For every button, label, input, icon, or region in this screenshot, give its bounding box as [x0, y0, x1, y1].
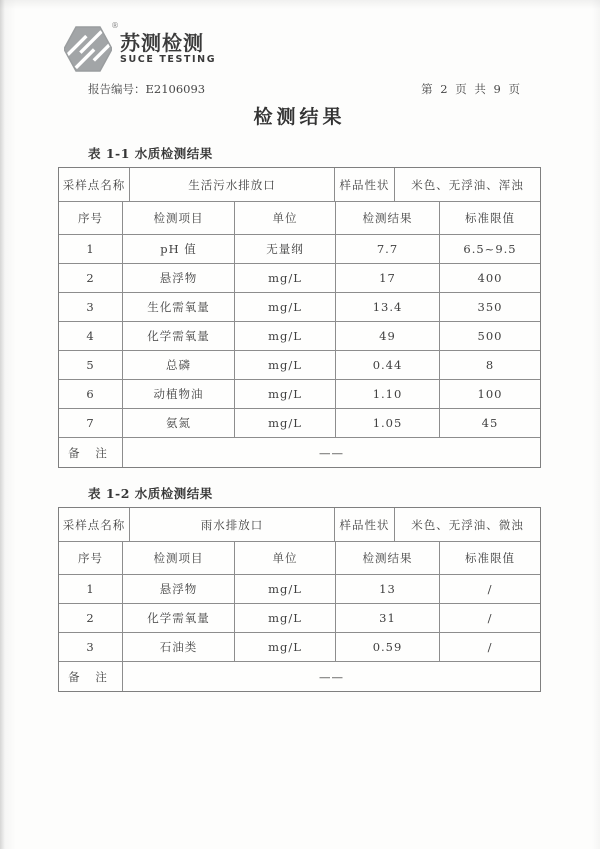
table-cell: 悬浮物	[122, 264, 234, 292]
table-cell: 1	[86, 582, 95, 596]
table-row	[59, 632, 540, 661]
column-header: 序号	[78, 551, 103, 565]
table-cell: 动植物油	[122, 380, 234, 408]
table-cell: mg/L	[234, 409, 335, 437]
table-cell: 悬浮物	[122, 575, 234, 603]
table-cell: 3	[86, 300, 95, 314]
table-cell: 4	[86, 329, 95, 343]
table-cell: 7	[86, 416, 95, 430]
report-number	[88, 81, 205, 97]
table-cell: mg/L	[234, 575, 335, 603]
report-header	[64, 21, 540, 97]
table-row	[59, 263, 540, 292]
table-cell: 1.10	[335, 380, 439, 408]
table-cell: mg/L	[234, 633, 335, 661]
table-cell: 7.7	[335, 235, 439, 263]
table-cell: 500	[439, 322, 540, 350]
table-row	[59, 603, 540, 632]
remark-value: ——	[122, 662, 540, 691]
column-header: 序号	[78, 211, 103, 225]
table-cell: mg/L	[234, 322, 335, 350]
remark-row	[59, 437, 540, 467]
table-cell: 350	[439, 293, 540, 321]
table-cell: mg/L	[234, 380, 335, 408]
table-cell: 生化需氧量	[122, 293, 234, 321]
table-cell: /	[439, 575, 540, 603]
table-cell: 1.05	[335, 409, 439, 437]
logo-name-en: SUCE TESTING	[120, 54, 217, 65]
table-cell: 2	[86, 271, 95, 285]
table-cell: 13	[335, 575, 439, 603]
table-cell: 3	[86, 640, 95, 654]
column-header: 检测结果	[335, 202, 439, 234]
results-table-1	[58, 167, 541, 468]
table-row	[59, 168, 540, 201]
table-cell: 400	[439, 264, 540, 292]
table-row	[59, 408, 540, 437]
column-header: 检测结果	[335, 542, 439, 574]
table-cell: mg/L	[234, 264, 335, 292]
table-row	[59, 321, 540, 350]
suce-logo-icon	[64, 21, 119, 72]
column-header: 标准限值	[439, 202, 540, 234]
table-row	[59, 574, 540, 603]
report-number-label: 报告编号：	[88, 82, 146, 96]
table-header-row	[59, 201, 540, 234]
report-body	[58, 102, 541, 692]
logo-text	[120, 32, 216, 65]
table-cell: 5	[86, 358, 95, 372]
table-cell: /	[439, 633, 540, 661]
table-row	[59, 234, 540, 263]
sample-site-value: 生活污水排放口	[129, 168, 334, 201]
column-header: 标准限值	[439, 542, 540, 574]
table-cell: 石油类	[122, 633, 234, 661]
report-number-value: E2106093	[145, 82, 206, 96]
logo-name-cn: 苏测检测	[120, 31, 204, 55]
table-cell: 17	[335, 264, 439, 292]
results-table-2	[58, 507, 541, 692]
table-cell: pH 值	[122, 235, 234, 263]
table-cell: mg/L	[234, 293, 335, 321]
table-header-row	[59, 541, 540, 574]
sample-character-label: 样品性状	[334, 508, 394, 541]
table-cell: 6	[86, 387, 95, 401]
column-header: 检测项目	[122, 202, 234, 234]
table-1-caption: 表 1-1 水质检测结果	[88, 146, 213, 161]
header-meta-row	[64, 81, 540, 97]
table-2-caption: 表 1-2 水质检测结果	[88, 486, 213, 501]
sample-character-value: 米色、无浮油、浑浊	[394, 168, 540, 201]
remark-label: 备 注	[68, 445, 113, 460]
table-cell: 氨氮	[122, 409, 234, 437]
table-cell: 31	[335, 604, 439, 632]
page-title: 检测结果	[253, 106, 346, 128]
table-cell: 0.44	[335, 351, 439, 379]
sample-site-label: 采样点名称	[62, 517, 126, 532]
table-cell: 化学需氧量	[122, 604, 234, 632]
table-cell: 49	[335, 322, 439, 350]
table-row	[59, 508, 540, 541]
table-cell: 8	[439, 351, 540, 379]
column-header: 检测项目	[122, 542, 234, 574]
table-cell: 45	[439, 409, 540, 437]
logo	[64, 21, 540, 72]
table-cell: 2	[86, 611, 95, 625]
table-cell: 13.4	[335, 293, 439, 321]
registered-trademark-icon: ®	[111, 21, 119, 30]
table-row	[59, 350, 540, 379]
column-header: 单位	[234, 202, 335, 234]
remark-label: 备 注	[68, 669, 113, 684]
table-cell: 100	[439, 380, 540, 408]
page-indicator: 第 2 页 共 9 页	[421, 82, 522, 96]
sample-character-label: 样品性状	[334, 168, 394, 201]
table-row	[59, 292, 540, 321]
table-cell: mg/L	[234, 604, 335, 632]
table-cell: 化学需氧量	[122, 322, 234, 350]
table-cell: /	[439, 604, 540, 632]
column-header: 单位	[234, 542, 335, 574]
table-cell: 1	[86, 242, 95, 256]
sample-site-value: 雨水排放口	[129, 508, 334, 541]
remark-row	[59, 661, 540, 691]
table-cell: 6.5~9.5	[439, 235, 540, 263]
table-cell: 0.59	[335, 633, 439, 661]
table-cell: 无量纲	[234, 235, 335, 263]
remark-value: ——	[122, 438, 540, 467]
sample-character-value: 米色、无浮油、微浊	[394, 508, 540, 541]
table-cell: 总磷	[122, 351, 234, 379]
table-cell: mg/L	[234, 351, 335, 379]
table-row	[59, 379, 540, 408]
sample-site-label: 采样点名称	[62, 177, 126, 192]
